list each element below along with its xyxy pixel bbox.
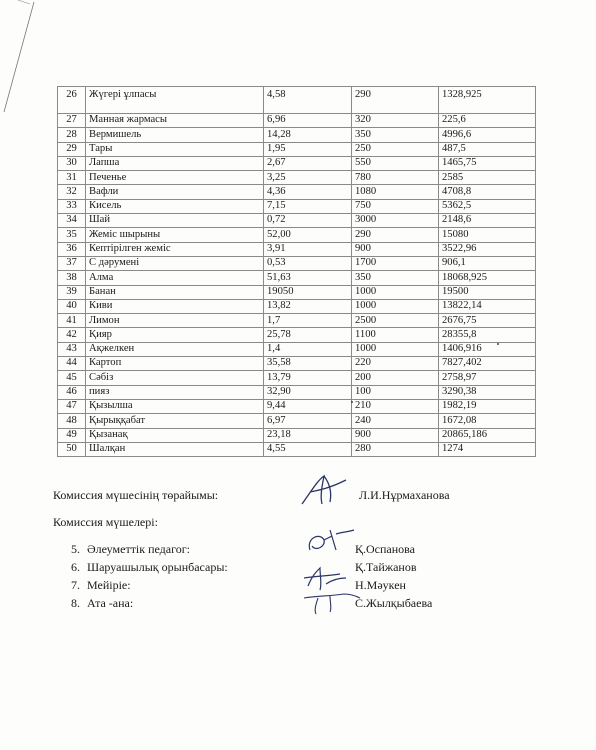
member-role: Әлеуметтік педагог: [87, 542, 190, 556]
price-cell: 900 [352, 428, 439, 442]
member-signature [302, 526, 362, 558]
member-name: Н.Мәукен [355, 578, 406, 592]
quantity-cell: 6,97 [264, 414, 352, 428]
price-cell: 210 [352, 399, 439, 413]
member-number: 5. [71, 542, 80, 556]
row-number-cell: 50 [58, 442, 86, 456]
sum-cell: 1406,916 [439, 342, 536, 356]
sum-cell: 15080 [439, 228, 536, 242]
sum-cell: 1465,75 [439, 156, 536, 170]
product-name-cell: Жүгері ұлпасы [86, 87, 264, 114]
sum-cell: 4708,8 [439, 185, 536, 199]
quantity-cell: 1,4 [264, 342, 352, 356]
quantity-cell: 4,36 [264, 185, 352, 199]
product-name-cell: Манная жармасы [86, 114, 264, 128]
quantity-cell: 25,78 [264, 328, 352, 342]
table-row [58, 228, 536, 242]
price-cell: 900 [352, 242, 439, 256]
sum-cell: 4996,6 [439, 128, 536, 142]
row-number-cell: 33 [58, 199, 86, 213]
quantity-cell: 0,72 [264, 214, 352, 228]
row-number-cell: 36 [58, 242, 86, 256]
food-products-table [57, 86, 536, 457]
price-cell: 750 [352, 199, 439, 213]
sum-cell: 225,6 [439, 114, 536, 128]
sum-cell: 906,1 [439, 256, 536, 270]
product-name-cell: Лимон [86, 314, 264, 328]
row-number-cell: 28 [58, 128, 86, 142]
product-name-cell: Алма [86, 271, 264, 285]
row-number-cell: 32 [58, 185, 86, 199]
member-role: Шаруашылық орынбасары: [87, 560, 228, 574]
row-number-cell: 47 [58, 399, 86, 413]
table-row [58, 428, 536, 442]
row-number-cell: 34 [58, 214, 86, 228]
price-cell: 100 [352, 385, 439, 399]
table-row [58, 142, 536, 156]
table-row [58, 371, 536, 385]
product-name-cell: Жеміс шырыны [86, 228, 264, 242]
quantity-cell: 3,25 [264, 171, 352, 185]
table-row [58, 399, 536, 413]
table-row [58, 171, 536, 185]
product-name-cell: Вермишель [86, 128, 264, 142]
sum-cell: 2148,6 [439, 214, 536, 228]
row-number-cell: 46 [58, 385, 86, 399]
sum-cell: 13822,14 [439, 299, 536, 313]
quantity-cell: 14,28 [264, 128, 352, 142]
product-name-cell: Кептірілген жеміс [86, 242, 264, 256]
quantity-cell: 0,53 [264, 256, 352, 270]
chair-name: Л.И.Нұрмаханова [359, 488, 450, 502]
sum-cell: 5362,5 [439, 199, 536, 213]
price-cell: 350 [352, 271, 439, 285]
quantity-cell: 13,79 [264, 371, 352, 385]
product-name-cell: Тары [86, 142, 264, 156]
price-cell: 1000 [352, 299, 439, 313]
product-name-cell: Ақжелкен [86, 342, 264, 356]
row-number-cell: 37 [58, 256, 86, 270]
product-name-cell: Кисель [86, 199, 264, 213]
row-number-cell: 27 [58, 114, 86, 128]
quantity-cell: 1,95 [264, 142, 352, 156]
sum-cell: 1982,19 [439, 399, 536, 413]
product-name-cell: Сәбіз [86, 371, 264, 385]
row-number-cell: 44 [58, 357, 86, 371]
table-row [58, 285, 536, 299]
sum-cell: 487,5 [439, 142, 536, 156]
price-cell: 1080 [352, 185, 439, 199]
row-number-cell: 43 [58, 342, 86, 356]
row-number-cell: 38 [58, 271, 86, 285]
quantity-cell: 4,55 [264, 442, 352, 456]
table-row [58, 156, 536, 170]
price-cell: 1100 [352, 328, 439, 342]
members-label: Комиссия мүшелері: [53, 515, 158, 529]
price-cell: 1000 [352, 285, 439, 299]
row-number-cell: 39 [58, 285, 86, 299]
table-row [58, 271, 536, 285]
sum-cell: 28355,8 [439, 328, 536, 342]
table-row [58, 256, 536, 270]
member-role: Ата -ана: [87, 596, 134, 610]
product-name-cell: Банан [86, 285, 264, 299]
row-number-cell: 49 [58, 428, 86, 442]
row-number-cell: 45 [58, 371, 86, 385]
table-body [58, 87, 536, 457]
quantity-cell: 9,44 [264, 399, 352, 413]
price-cell: 290 [352, 87, 439, 114]
scan-speck [497, 343, 499, 345]
table-row [58, 342, 536, 356]
member-name: С.Жылқыбаева [355, 596, 433, 610]
table-row [58, 328, 536, 342]
table-row [58, 385, 536, 399]
row-number-cell: 35 [58, 228, 86, 242]
price-cell: 780 [352, 171, 439, 185]
quantity-cell: 23,18 [264, 428, 352, 442]
price-cell: 280 [352, 442, 439, 456]
price-cell: 250 [352, 142, 439, 156]
quantity-cell: 4,58 [264, 87, 352, 114]
product-name-cell: Қырыққабат [86, 414, 264, 428]
product-name-cell: С дәрумені [86, 256, 264, 270]
product-name-cell: Киви [86, 299, 264, 313]
quantity-cell: 35,58 [264, 357, 352, 371]
price-cell: 220 [352, 357, 439, 371]
table-row [58, 185, 536, 199]
table-row [58, 299, 536, 313]
row-number-cell: 48 [58, 414, 86, 428]
sum-cell: 3522,96 [439, 242, 536, 256]
row-number-cell: 41 [58, 314, 86, 328]
scan-corner-line [0, 0, 60, 120]
table-row [58, 214, 536, 228]
price-cell: 290 [352, 228, 439, 242]
sum-cell: 1274 [439, 442, 536, 456]
member-role: Мейіріе: [87, 578, 131, 592]
member-number: 8. [71, 596, 80, 610]
product-name-cell: Қияр [86, 328, 264, 342]
row-number-cell: 26 [58, 87, 86, 114]
sum-cell: 2676,75 [439, 314, 536, 328]
price-cell: 2500 [352, 314, 439, 328]
quantity-cell: 32,90 [264, 385, 352, 399]
quantity-cell: 51,63 [264, 271, 352, 285]
price-cell: 1000 [352, 342, 439, 356]
sum-cell: 3290,38 [439, 385, 536, 399]
product-name-cell: Лапша [86, 156, 264, 170]
price-cell: 200 [352, 371, 439, 385]
product-name-cell: пияз [86, 385, 264, 399]
sum-cell: 1328,925 [439, 87, 536, 114]
table-row [58, 314, 536, 328]
quantity-cell: 3,91 [264, 242, 352, 256]
price-cell: 320 [352, 114, 439, 128]
sum-cell: 19500 [439, 285, 536, 299]
member-number: 7. [71, 578, 80, 592]
sum-cell: 2758,97 [439, 371, 536, 385]
product-name-cell: Қызылша [86, 399, 264, 413]
product-name-cell: Шалқан [86, 442, 264, 456]
price-cell: 550 [352, 156, 439, 170]
price-cell: 350 [352, 128, 439, 142]
table-row [58, 199, 536, 213]
quantity-cell: 19050 [264, 285, 352, 299]
table-row [58, 128, 536, 142]
table-row [58, 357, 536, 371]
scan-speck [351, 401, 353, 403]
quantity-cell: 52,00 [264, 228, 352, 242]
sum-cell: 20865,186 [439, 428, 536, 442]
product-name-cell: Вафли [86, 185, 264, 199]
chair-signature [296, 470, 356, 510]
row-number-cell: 31 [58, 171, 86, 185]
sum-cell: 2585 [439, 171, 536, 185]
price-cell: 1700 [352, 256, 439, 270]
table-row [58, 414, 536, 428]
quantity-cell: 7,15 [264, 199, 352, 213]
sum-cell: 7827,402 [439, 357, 536, 371]
price-cell: 240 [352, 414, 439, 428]
member-name: Қ.Тайжанов [355, 560, 417, 574]
member-name: Қ.Оспанова [355, 542, 415, 556]
table-row [58, 87, 536, 114]
member-number: 6. [71, 560, 80, 574]
table-row [58, 442, 536, 456]
table-row [58, 242, 536, 256]
row-number-cell: 29 [58, 142, 86, 156]
quantity-cell: 13,82 [264, 299, 352, 313]
row-number-cell: 30 [58, 156, 86, 170]
quantity-cell: 1,7 [264, 314, 352, 328]
quantity-cell: 2,67 [264, 156, 352, 170]
chair-label: Комиссия мүшесінің төрайымы: [53, 488, 219, 502]
table-row [58, 114, 536, 128]
quantity-cell: 6,96 [264, 114, 352, 128]
product-name-cell: Шай [86, 214, 264, 228]
row-number-cell: 42 [58, 328, 86, 342]
price-cell: 3000 [352, 214, 439, 228]
sum-cell: 18068,925 [439, 271, 536, 285]
row-number-cell: 40 [58, 299, 86, 313]
product-name-cell: Қызанақ [86, 428, 264, 442]
sum-cell: 1672,08 [439, 414, 536, 428]
product-name-cell: Картоп [86, 357, 264, 371]
product-name-cell: Печенье [86, 171, 264, 185]
